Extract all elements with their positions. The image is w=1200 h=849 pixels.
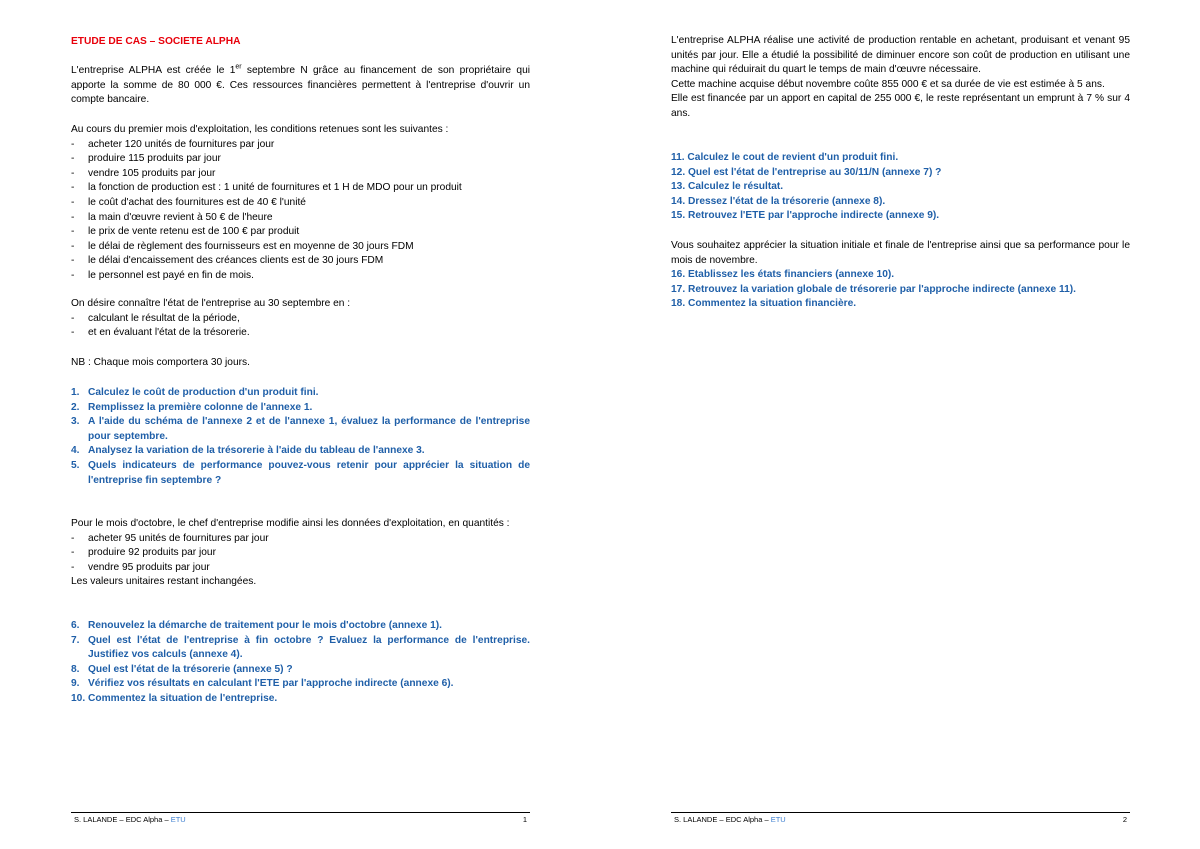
page-2 bbox=[671, 0, 1130, 849]
question-item: 7. Quel est l'état de l'entreprise à fin octobre ? Evaluez la performance de l'entreprise. Justifiez vos calculs (annexe 4). bbox=[71, 634, 530, 661]
paragraph: Elle est financée par un apport en capital de 255 000 €, le reste représentant un emprunt à 7 % sur 4 ans. bbox=[671, 93, 1130, 119]
question-item: 17. Retrouvez la variation globale de trésorerie par l'approche indirecte (annexe 11). bbox=[671, 283, 1076, 295]
page-footer: S. LALANDE – EDC Alpha – ETU 1 bbox=[71, 812, 530, 827]
list-item: - la fonction de production est : 1 unité de fournitures et 1 H de MDO pour un produit bbox=[71, 181, 530, 196]
list-item: - produire 115 produits par jour bbox=[71, 152, 530, 167]
question-item: 1. Calculez le coût de production d'un produit fini. bbox=[71, 387, 319, 398]
october-section bbox=[71, 517, 530, 590]
question-item: 11. Calculez le cout de revient d'un produit fini. bbox=[671, 152, 899, 163]
list-item: - et en évaluant l'état de la trésorerie. bbox=[71, 326, 530, 341]
question-item: 16. Etablissez les états financiers (annexe 10). bbox=[671, 269, 895, 281]
list-item: - vendre 105 produits par jour bbox=[71, 167, 530, 182]
question-item: 8. Quel est l'état de la trésorerie (annexe 5) ? bbox=[71, 663, 293, 675]
list-item: - calculant le résultat de la période, bbox=[71, 312, 530, 327]
list-item: - la main d'œuvre revient à 50 € de l'heure bbox=[71, 211, 530, 226]
question-item: 5. Quels indicateurs de performance pouvez-vous retenir pour apprécier la situation de l'entreprise fin septembre ? bbox=[71, 459, 530, 486]
intro-paragraph: L'entreprise ALPHA est créée le 1er septembre N grâce au financement de son propriétaire qui apporte la somme de 80 000 €. Ces ressources financières permettent à l'entreprise d'ouvrir un compte bancaire. bbox=[71, 63, 530, 106]
paragraph: L'entreprise ALPHA réalise une activité de production rentable en achetant, produisant et venant 95 unités par jour. Elle a étudié la possibilité de diminuer encore son coût de production en utilisant une machine qui réduirait du quart le temps de main d'œuvre nécessaire. bbox=[671, 35, 1130, 76]
desire-list bbox=[71, 312, 530, 341]
desire-intro: On désire connaître l'état de l'entreprise au 30 septembre en : bbox=[71, 298, 351, 309]
question-item: 13. Calculez le résultat. bbox=[671, 181, 784, 193]
conditions-list bbox=[71, 138, 530, 284]
paragraph: Vous souhaitez apprécier la situation initiale et finale de l'entreprise ainsi que sa performance pour le mois de novembre. bbox=[671, 240, 1130, 266]
page-number: 1 bbox=[522, 815, 527, 824]
page-footer: S. LALANDE – EDC Alpha – ETU 2 bbox=[671, 812, 1130, 827]
conditions-intro: Au cours du premier mois d'exploitation, les conditions retenues sont les suivantes : bbox=[71, 124, 449, 135]
list-item: - vendre 95 produits par jour bbox=[71, 561, 530, 576]
conditions-section bbox=[71, 123, 530, 284]
document-title: ETUDE DE CAS – SOCIETE ALPHA bbox=[71, 36, 241, 47]
october-list bbox=[71, 532, 530, 576]
list-item: - le coût d'achat des fournitures est de 40 € l'unité bbox=[71, 196, 530, 211]
october-intro: Pour le mois d'octobre, le chef d'entreprise modifie ainsi les données d'exploitation, en quantités : bbox=[71, 518, 510, 529]
financial-section bbox=[671, 239, 1130, 312]
list-item: - le délai de règlement des fournisseurs est en moyenne de 30 jours FDM bbox=[71, 240, 530, 255]
question-item: 15. Retrouvez l'ETE par l'approche indirecte (annexe 9). bbox=[671, 210, 940, 222]
question-item: 9. Vérifiez vos résultats en calculant l'ETE par l'approche indirecte (annexe 6). bbox=[71, 678, 454, 690]
paragraph: Cette machine acquise début novembre coûte 855 000 € et sa durée de vie est estimée à 5 ans. bbox=[671, 78, 1105, 90]
question-item: 12. Quel est l'état de l'entreprise au 30/11/N (annexe 7) ? bbox=[671, 166, 942, 178]
list-item: - acheter 120 unités de fournitures par jour bbox=[71, 138, 530, 153]
list-item: - le délai d'encaissement des créances clients est de 30 jours FDM bbox=[71, 254, 530, 269]
list-item: - acheter 95 unités de fournitures par jour bbox=[71, 532, 530, 547]
questions-october bbox=[71, 619, 530, 707]
list-item: - le prix de vente retenu est de 100 € par produit bbox=[71, 225, 530, 240]
questions-september bbox=[71, 386, 530, 488]
unchanged-note: Les valeurs unitaires restant inchangées. bbox=[71, 576, 257, 588]
november-section bbox=[671, 34, 1130, 122]
page-number: 2 bbox=[1122, 815, 1127, 824]
list-item: - le personnel est payé en fin de mois. bbox=[71, 269, 530, 284]
nb-note: NB : Chaque mois comportera 30 jours. bbox=[71, 357, 250, 368]
page-1 bbox=[71, 0, 530, 849]
question-item: 10. Commentez la situation de l'entreprise. bbox=[71, 692, 278, 704]
question-item: 4. Analysez la variation de la trésorerie à l'aide du tableau de l'annexe 3. bbox=[71, 445, 425, 457]
question-item: 2. Remplissez la première colonne de l'annexe 1. bbox=[71, 401, 313, 413]
question-item: 14. Dressez l'état de la trésorerie (annexe 8). bbox=[671, 195, 886, 207]
question-item: 18. Commentez la situation financière. bbox=[671, 298, 857, 310]
desire-section bbox=[71, 297, 530, 341]
question-item: 3. A l'aide du schéma de l'annexe 2 et de l'annexe 1, évaluez la performance de l'entreprise pour septembre. bbox=[71, 416, 530, 442]
question-item: 6. Renouvelez la démarche de traitement pour le mois d'octobre (annexe 1). bbox=[71, 620, 442, 631]
questions-november bbox=[671, 151, 1130, 224]
list-item: - produire 92 produits par jour bbox=[71, 546, 530, 561]
